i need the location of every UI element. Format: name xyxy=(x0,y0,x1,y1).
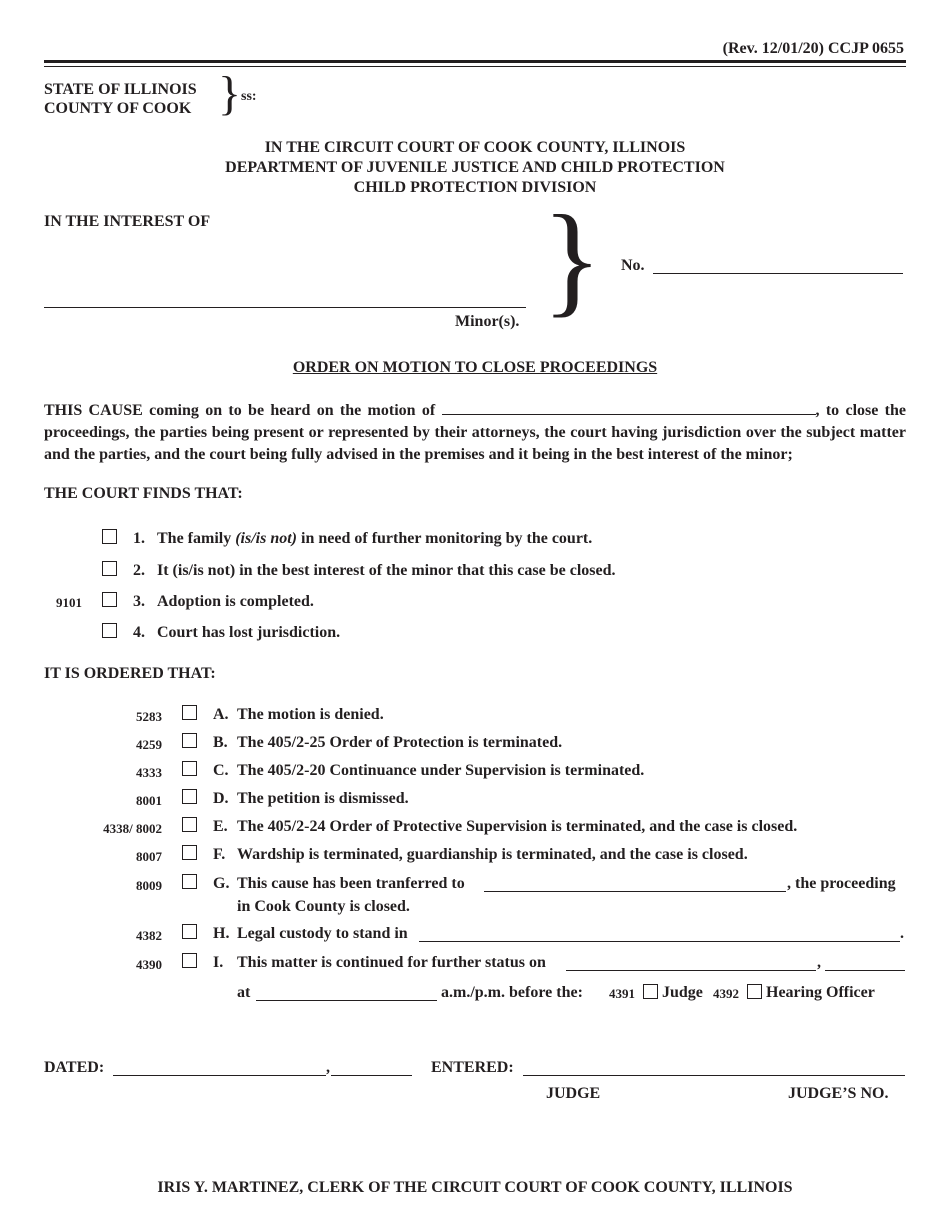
finding-text-pre: Adoption is completed. xyxy=(157,593,314,610)
finding-checkbox[interactable] xyxy=(102,592,117,607)
hearing-officer-code: 4392 xyxy=(713,986,739,1001)
finding-checkbox[interactable] xyxy=(102,561,117,576)
minor-name-field[interactable] xyxy=(44,307,526,308)
finding-text xyxy=(157,562,616,580)
order-code: 8001 xyxy=(136,793,162,808)
order-code: 5283 xyxy=(136,709,162,724)
intro-lead: THIS CAUSE coming on to be heard on the motion of xyxy=(44,402,436,419)
dated-comma: , xyxy=(326,1059,330,1076)
status-year-field[interactable] xyxy=(825,970,905,971)
judge-code: 4391 xyxy=(609,986,635,1001)
order-text: The 405/2-25 Order of Protection is terminated. xyxy=(237,734,563,751)
order-letter: A. xyxy=(213,706,229,723)
order-text: The 405/2-20 Continuance under Supervision is terminated. xyxy=(237,762,645,779)
finding-number: 4. xyxy=(133,624,145,641)
order-checkbox[interactable] xyxy=(182,705,197,720)
order-letter: H. xyxy=(213,925,230,942)
status-time-field[interactable] xyxy=(256,1000,437,1001)
venue-ss: ss: xyxy=(241,89,257,104)
status-date-field[interactable] xyxy=(566,970,816,971)
finding-number: 3. xyxy=(133,593,145,610)
order-code: 4333 xyxy=(136,765,162,780)
order-checkbox[interactable] xyxy=(182,924,197,939)
venue-county: COUNTY OF COOK xyxy=(44,100,192,117)
judge-caption: JUDGE xyxy=(546,1085,601,1102)
order-code: 4382 xyxy=(136,928,162,943)
order-text: This cause has been tranferred to xyxy=(237,875,465,892)
transfer-court-field[interactable] xyxy=(484,891,786,892)
order-text-cont: in Cook County is closed. xyxy=(237,898,410,915)
order-code: 4259 xyxy=(136,737,162,752)
venue-block xyxy=(44,80,197,118)
finding-code: 9101 xyxy=(56,595,82,610)
order-text-after: , xyxy=(817,954,821,971)
order-text: Wardship is terminated, guardianship is terminated, and the case is closed. xyxy=(237,846,748,863)
continuance-ampm: a.m./p.m. before the: xyxy=(441,984,583,1001)
judge-signature-field[interactable] xyxy=(523,1075,905,1076)
venue-state: STATE OF ILLINOIS xyxy=(44,81,197,98)
venue-brace: } xyxy=(218,67,242,120)
order-letter: F. xyxy=(213,846,226,863)
order-checkbox[interactable] xyxy=(182,761,197,776)
intro-rest-1: , to close the xyxy=(815,402,907,419)
judge-checkbox[interactable] xyxy=(643,984,658,999)
revision-code: (Rev. 12/01/20) CCJP 0655 xyxy=(722,40,904,57)
hearing-officer-option-label: Hearing Officer xyxy=(766,984,875,1001)
finding-checkbox[interactable] xyxy=(102,529,117,544)
order-letter: B. xyxy=(213,734,228,751)
order-text: The petition is dismissed. xyxy=(237,790,409,807)
clerk-footer: IRIS Y. MARTINEZ, CLERK OF THE CIRCUIT COURT OF COOK COUNTY, ILLINOIS xyxy=(157,1179,793,1196)
order-code: 8009 xyxy=(136,878,162,893)
order-code: 4338/ 8002 xyxy=(103,821,162,836)
order-checkbox[interactable] xyxy=(182,733,197,748)
intro-paragraph xyxy=(44,400,906,466)
order-letter: I. xyxy=(213,954,224,971)
custody-field[interactable] xyxy=(419,941,900,942)
order-text-after: , the proceeding xyxy=(787,875,896,892)
order-checkbox[interactable] xyxy=(182,845,197,860)
finding-text-pre: It (is/is not) in the best interest of the minor that this case be closed. xyxy=(157,562,616,579)
judge-option-label: Judge xyxy=(662,984,703,1001)
finding-text-italic: (is/is not) xyxy=(235,530,298,547)
order-checkbox[interactable] xyxy=(182,817,197,832)
continuance-at: at xyxy=(237,984,251,1001)
case-number-label: No. xyxy=(621,257,645,274)
intro-rest-2: proceedings, the parties being present or represented by their attorneys, the court having jurisdiction over the subject matter and the parties, and the court being fully advised in the premises and it being in the best interest of the minor; xyxy=(44,424,906,463)
finding-number: 2. xyxy=(133,562,145,579)
header-rule-thin xyxy=(44,66,906,67)
order-text: Legal custody to stand in xyxy=(237,925,408,942)
case-number-field[interactable] xyxy=(653,273,903,274)
caption-brace: } xyxy=(542,191,602,329)
movant-field[interactable] xyxy=(442,400,816,415)
order-text: The motion is denied. xyxy=(237,706,384,723)
court-line-1: IN THE CIRCUIT COURT OF COOK COUNTY, ILLINOIS xyxy=(264,139,686,156)
finding-text xyxy=(157,624,340,642)
order-checkbox[interactable] xyxy=(182,789,197,804)
hearing-officer-checkbox[interactable] xyxy=(747,984,762,999)
interest-label: IN THE INTEREST OF xyxy=(44,213,211,230)
orders-heading: IT IS ORDERED THAT: xyxy=(44,665,216,682)
dated-label: DATED: xyxy=(44,1059,105,1076)
minors-label: Minor(s). xyxy=(455,313,520,330)
finding-checkbox[interactable] xyxy=(102,623,117,638)
court-line-3: CHILD PROTECTION DIVISION xyxy=(353,179,597,196)
order-text-after: . xyxy=(900,925,904,942)
court-line-2: DEPARTMENT OF JUVENILE JUSTICE AND CHILD PROTECTION xyxy=(225,159,725,176)
order-text: This matter is continued for further status on xyxy=(237,954,546,971)
findings-heading: THE COURT FINDS THAT: xyxy=(44,485,243,502)
order-letter: G. xyxy=(213,875,230,892)
order-letter: D. xyxy=(213,790,229,807)
finding-text xyxy=(157,530,592,548)
dated-date-field[interactable] xyxy=(113,1075,326,1076)
court-heading xyxy=(0,138,950,198)
order-letter: C. xyxy=(213,762,229,779)
dated-year-field[interactable] xyxy=(331,1075,412,1076)
finding-text-post: in need of further monitoring by the court. xyxy=(297,530,593,547)
finding-number: 1. xyxy=(133,530,145,547)
finding-text-pre: Court has lost jurisdiction. xyxy=(157,624,341,641)
judge-number-caption: JUDGE’S NO. xyxy=(788,1085,889,1102)
order-code: 8007 xyxy=(136,849,162,864)
finding-text-pre: The family xyxy=(157,530,236,547)
order-letter: E. xyxy=(213,818,228,835)
header-rule-thick xyxy=(44,60,906,63)
finding-text xyxy=(157,593,314,611)
order-title: ORDER ON MOTION TO CLOSE PROCEEDINGS xyxy=(292,359,658,376)
entered-label: ENTERED: xyxy=(431,1059,514,1076)
order-code: 4390 xyxy=(136,957,162,972)
order-text: The 405/2-24 Order of Protective Supervision is terminated, and the case is closed. xyxy=(237,818,798,835)
order-checkbox[interactable] xyxy=(182,874,197,889)
order-checkbox[interactable] xyxy=(182,953,197,968)
